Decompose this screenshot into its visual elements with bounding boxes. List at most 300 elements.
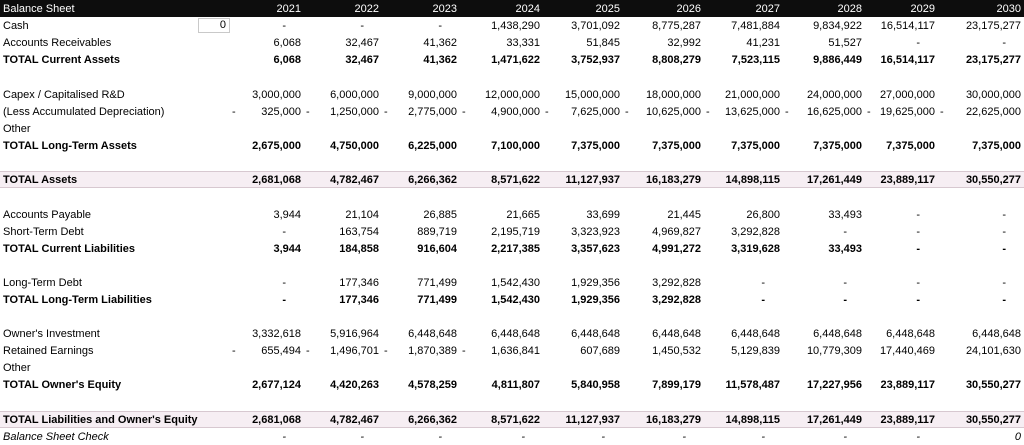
cell-value: 4,811,807 [491, 378, 540, 391]
cell-value: 2,681,068 [252, 413, 301, 426]
value-cell [623, 431, 704, 443]
cell-value: 3,944 [273, 208, 301, 221]
cell-value: 23,175,277 [965, 19, 1021, 32]
value-cell [865, 140, 938, 152]
value-cell [382, 174, 460, 186]
value-cell [623, 54, 704, 66]
cell-value: 24,101,630 [965, 344, 1021, 357]
value-cell [382, 20, 460, 32]
value-cell [543, 277, 623, 289]
value-cell [460, 226, 543, 238]
value-cell [382, 328, 460, 340]
row-label: Capex / Capitalised R&D [3, 88, 125, 101]
value-cell [783, 345, 865, 357]
cell-value: 9,000,000 [408, 88, 457, 101]
cell-value: - [843, 293, 847, 306]
value-cell [865, 431, 938, 443]
cell-value: 7,100,000 [491, 139, 540, 152]
negative-marker: - [706, 105, 710, 118]
value-cell [623, 209, 704, 221]
cell-value: 16,183,279 [645, 413, 701, 426]
cell-value: 1,870,389 [408, 344, 457, 357]
cell-value: 33,331 [506, 36, 540, 49]
cell-value: 33,699 [586, 208, 620, 221]
cell-value: 6,266,362 [408, 173, 457, 186]
value-cell [938, 277, 1024, 289]
year-header: 2022 [354, 2, 379, 15]
cell-value: 51,845 [586, 36, 620, 49]
cell-value: 26,800 [746, 208, 780, 221]
value-cell [230, 140, 304, 152]
cell-value: 22,625,000 [965, 105, 1021, 118]
value-cell [623, 106, 704, 118]
value-cell [623, 226, 704, 238]
value-cell [704, 328, 783, 340]
row-label: Accounts Receivables [3, 36, 112, 49]
value-cell [704, 174, 783, 186]
cell-value: - [438, 430, 442, 443]
cell-value: 16,514,117 [880, 53, 935, 66]
value-cell [865, 345, 938, 357]
value-cell [460, 414, 543, 426]
cell-value: 21,000,000 [724, 88, 780, 101]
value-cell [623, 277, 704, 289]
value-cell [230, 243, 304, 255]
value-cell [938, 20, 1024, 32]
cell-value: 1,929,356 [571, 293, 620, 306]
cell-value: - [843, 225, 847, 238]
cell-value: 7,625,000 [571, 105, 620, 118]
value-cell [230, 277, 304, 289]
cell-value: 19,625,000 [879, 105, 935, 118]
row-ta [0, 171, 1024, 188]
value-cell [704, 54, 783, 66]
cell-value: 32,467 [345, 53, 379, 66]
value-cell [623, 174, 704, 186]
value-cell [460, 140, 543, 152]
value-cell [865, 37, 938, 49]
value-cell [704, 379, 783, 391]
cell-value: 1,542,430 [491, 293, 540, 306]
cell-value: 6,448,648 [731, 327, 780, 340]
cell-value: 14,898,115 [725, 413, 780, 426]
row-label: TOTAL Long-Term Liabilities [3, 293, 152, 306]
cell-value: 11,127,937 [565, 413, 620, 426]
value-cell [304, 174, 382, 186]
negative-marker: - [232, 344, 236, 357]
value-cell [382, 345, 460, 357]
row-oi [0, 325, 1024, 342]
value-cell [938, 140, 1024, 152]
cell-value: - [761, 293, 765, 306]
cell-value: - [682, 430, 686, 443]
cell-value: 4,420,263 [330, 378, 379, 391]
cell-value: 23,889,117 [880, 413, 935, 426]
value-cell [460, 379, 543, 391]
cell-value: 916,604 [417, 242, 457, 255]
year-header: 2021 [276, 2, 301, 15]
value-cell [382, 243, 460, 255]
value-cell [865, 174, 938, 186]
value-cell [938, 37, 1024, 49]
row-label: Owner's Investment [3, 327, 100, 340]
year-header: 2026 [676, 2, 701, 15]
cell-value: 6,266,362 [408, 413, 457, 426]
value-cell [543, 294, 623, 306]
value-cell [304, 106, 382, 118]
cell-value: - [916, 225, 920, 238]
cell-value: 9,886,449 [813, 53, 862, 66]
year-header: 2023 [432, 2, 457, 15]
value-cell [230, 20, 304, 32]
cell-value: 33,493 [828, 242, 862, 255]
value-cell [704, 294, 783, 306]
value-cell [865, 379, 938, 391]
value-cell [543, 106, 623, 118]
cell-value: 7,523,115 [731, 53, 780, 66]
value-cell [304, 294, 382, 306]
cell-value: - [1002, 293, 1006, 306]
row-re [0, 342, 1024, 359]
cell-value: - [761, 430, 765, 443]
value-cell [230, 37, 304, 49]
value-cell [382, 277, 460, 289]
value-cell [783, 54, 865, 66]
cell-value: 30,550,277 [965, 378, 1021, 391]
value-cell [704, 209, 783, 221]
cell-value: - [843, 276, 847, 289]
cell-value: 7,375,000 [571, 139, 620, 152]
value-cell [382, 106, 460, 118]
value-cell [865, 226, 938, 238]
cell-value: - [916, 276, 920, 289]
cell-value: - [1002, 36, 1006, 49]
row-std [0, 223, 1024, 240]
cell-value: 1,471,622 [491, 53, 540, 66]
row-label: Balance Sheet Check [3, 430, 109, 443]
cell-value: 23,889,117 [880, 378, 935, 391]
cell-value: 8,571,622 [491, 173, 540, 186]
value-cell [704, 140, 783, 152]
cell-value: 30,000,000 [965, 88, 1021, 101]
cell-value: - [360, 430, 364, 443]
cell-value: 1,438,290 [491, 19, 540, 32]
value-cell [543, 345, 623, 357]
value-cell [543, 414, 623, 426]
cell-value: 3,292,828 [652, 276, 701, 289]
value-cell [623, 89, 704, 101]
value-cell [623, 243, 704, 255]
value-cell [460, 243, 543, 255]
cell-value: 771,499 [417, 293, 457, 306]
value-cell [304, 89, 382, 101]
row-dep [0, 103, 1024, 120]
value-cell [304, 37, 382, 49]
year-header: 2027 [755, 2, 780, 15]
value-cell [704, 89, 783, 101]
cell-value: 16,514,117 [880, 19, 935, 32]
value-cell [623, 37, 704, 49]
cell-value: 2,775,000 [408, 105, 457, 118]
value-cell [783, 106, 865, 118]
cell-value: 3,319,628 [731, 242, 780, 255]
row-label: TOTAL Current Assets [3, 53, 120, 66]
cell-value: 12,000,000 [484, 88, 540, 101]
cell-value: 13,625,000 [724, 105, 780, 118]
negative-marker: - [232, 105, 236, 118]
value-cell [783, 243, 865, 255]
cell-value: - [1002, 208, 1006, 221]
cell-value: 21,104 [345, 208, 379, 221]
cell-value: 21,665 [506, 208, 540, 221]
cell-value: 4,782,467 [330, 173, 379, 186]
negative-marker: - [384, 344, 388, 357]
value-cell [938, 345, 1024, 357]
value-cell [304, 20, 382, 32]
cell-value: 6,448,648 [571, 327, 620, 340]
value-cell [623, 328, 704, 340]
cell-value: 2,195,719 [491, 225, 540, 238]
row-label: Retained Earnings [3, 344, 94, 357]
value-cell [304, 345, 382, 357]
value-cell [543, 226, 623, 238]
row-check [0, 428, 1024, 445]
value-cell [783, 277, 865, 289]
value-cell [865, 243, 938, 255]
value-cell [460, 294, 543, 306]
value-cell [382, 226, 460, 238]
cell-value: 30,550,277 [965, 173, 1021, 186]
cell-value: 9,834,922 [813, 19, 862, 32]
cell-value: 24,000,000 [806, 88, 862, 101]
value-cell [704, 345, 783, 357]
value-cell [783, 379, 865, 391]
value-cell [230, 328, 304, 340]
header-row [0, 0, 1024, 17]
cell-value: 1,542,430 [491, 276, 540, 289]
value-cell [865, 20, 938, 32]
value-cell [623, 345, 704, 357]
row-label: Short-Term Debt [3, 225, 84, 238]
row-other2 [0, 359, 1024, 376]
value-cell [460, 328, 543, 340]
cell-value: 4,991,272 [652, 242, 701, 255]
cell-value: 41,231 [746, 36, 780, 49]
value-cell [543, 379, 623, 391]
row-ap [0, 206, 1024, 223]
row-label: Other [3, 361, 31, 374]
value-cell [230, 89, 304, 101]
value-cell [460, 345, 543, 357]
row-cash [0, 17, 1024, 34]
year-header: 2028 [837, 2, 862, 15]
cell-value: 655,494 [261, 344, 301, 357]
row-tlta [0, 137, 1024, 154]
cell-value: 14,898,115 [725, 173, 780, 186]
value-cell [304, 277, 382, 289]
value-cell [783, 226, 865, 238]
value-cell [543, 328, 623, 340]
cell-value: 3,292,828 [731, 225, 780, 238]
value-cell [543, 209, 623, 221]
value-cell [304, 243, 382, 255]
cell-value: - [360, 19, 364, 32]
cell-value: 177,346 [339, 276, 379, 289]
value-cell [938, 414, 1024, 426]
row-label: TOTAL Assets [3, 173, 78, 186]
year-header: 2025 [595, 2, 620, 15]
row-label: TOTAL Current Liabilities [3, 242, 136, 255]
cell-value: 6,068 [273, 36, 301, 49]
negative-marker: - [545, 105, 549, 118]
row-tloe [0, 411, 1024, 428]
value-cell [230, 209, 304, 221]
value-cell [938, 294, 1024, 306]
value-cell [623, 379, 704, 391]
cell-value: 1,250,000 [330, 105, 379, 118]
negative-marker: - [306, 105, 310, 118]
row-label: TOTAL Owner's Equity [3, 378, 122, 391]
value-cell [460, 431, 543, 443]
row-tltl [0, 291, 1024, 308]
cell-value: - [1002, 225, 1006, 238]
negative-marker: - [462, 344, 466, 357]
value-cell [623, 414, 704, 426]
value-cell [304, 379, 382, 391]
cell-value: - [282, 430, 286, 443]
value-cell [230, 54, 304, 66]
value-cell [230, 379, 304, 391]
cell-value: 7,899,179 [652, 378, 701, 391]
cell-value: - [916, 293, 920, 306]
value-cell [382, 431, 460, 443]
cell-value: 3,323,923 [571, 225, 620, 238]
value-cell [382, 37, 460, 49]
cell-value: 4,782,467 [330, 413, 379, 426]
cell-value: 7,481,884 [731, 19, 780, 32]
value-cell [543, 54, 623, 66]
value-cell [783, 294, 865, 306]
value-cell [865, 277, 938, 289]
value-cell [460, 174, 543, 186]
value-cell [382, 294, 460, 306]
value-cell [230, 431, 304, 443]
value-cell [704, 414, 783, 426]
cell-value: 6,000,000 [330, 88, 379, 101]
value-cell [543, 140, 623, 152]
cell-value: 11,578,487 [725, 378, 780, 391]
value-cell [865, 294, 938, 306]
row-label: TOTAL Liabilities and Owner's Equity [3, 413, 198, 426]
cell-value: 32,467 [345, 36, 379, 49]
row-label: Other [3, 122, 31, 135]
year-header: 2024 [515, 2, 540, 15]
value-cell [460, 277, 543, 289]
negative-marker: - [306, 344, 310, 357]
value-cell [382, 54, 460, 66]
cell-value: 23,889,117 [880, 173, 935, 186]
value-cell [704, 431, 783, 443]
value-cell [938, 54, 1024, 66]
negative-marker: - [785, 105, 789, 118]
value-cell [304, 431, 382, 443]
cell-value: 1,929,356 [571, 276, 620, 289]
year-header: 2029 [910, 2, 935, 15]
cell-value: 2,681,068 [252, 173, 301, 186]
value-cell [865, 414, 938, 426]
row-tca [0, 51, 1024, 68]
row-tcl [0, 240, 1024, 257]
value-cell [304, 328, 382, 340]
cell-value: 2,677,124 [252, 378, 301, 391]
cell-value: 16,625,000 [806, 105, 862, 118]
cell-value: 4,900,000 [491, 105, 540, 118]
cell-value: 184,858 [339, 242, 379, 255]
cell-value: - [761, 276, 765, 289]
value-cell [865, 89, 938, 101]
cell-value: 3,357,623 [571, 242, 620, 255]
cell-value: 1,450,532 [652, 344, 701, 357]
cell-value: 7,375,000 [652, 139, 701, 152]
row-label: Long-Term Debt [3, 276, 82, 289]
cell-value: - [916, 242, 920, 255]
cell-value: 6,448,648 [886, 327, 935, 340]
cell-value: 7,375,000 [886, 139, 935, 152]
cell-value: - [1002, 276, 1006, 289]
cell-value: 3,292,828 [652, 293, 701, 306]
cell-value: 771,499 [417, 276, 457, 289]
cell-value: 3,944 [273, 242, 301, 255]
value-cell [382, 89, 460, 101]
cell-value: 163,754 [339, 225, 379, 238]
value-cell [938, 328, 1024, 340]
value-cell [623, 140, 704, 152]
cell-value: 5,916,964 [330, 327, 379, 340]
value-cell [865, 106, 938, 118]
cell-value: - [282, 225, 286, 238]
negative-marker: - [625, 105, 629, 118]
cell-value: - [843, 430, 847, 443]
cash-input-cell[interactable]: 0 [198, 18, 230, 33]
value-cell [460, 37, 543, 49]
row-ar [0, 34, 1024, 51]
cell-value: 8,571,622 [491, 413, 540, 426]
value-cell [865, 54, 938, 66]
value-cell [783, 328, 865, 340]
value-cell [783, 209, 865, 221]
value-cell [304, 209, 382, 221]
value-cell [543, 20, 623, 32]
cell-value: 889,719 [417, 225, 457, 238]
cell-value: 26,885 [423, 208, 457, 221]
value-cell [623, 20, 704, 32]
cell-value: 6,068 [273, 53, 301, 66]
value-cell [460, 89, 543, 101]
cell-value: 23,175,277 [965, 53, 1021, 66]
negative-marker: - [867, 105, 871, 118]
value-cell [382, 140, 460, 152]
value-cell [460, 209, 543, 221]
row-other1 [0, 120, 1024, 137]
cell-value: - [601, 430, 605, 443]
value-cell [783, 431, 865, 443]
value-cell [938, 89, 1024, 101]
cell-value: 6,448,648 [408, 327, 457, 340]
value-cell [230, 226, 304, 238]
value-cell [543, 431, 623, 443]
cell-value: 4,750,000 [330, 139, 379, 152]
value-cell [623, 294, 704, 306]
